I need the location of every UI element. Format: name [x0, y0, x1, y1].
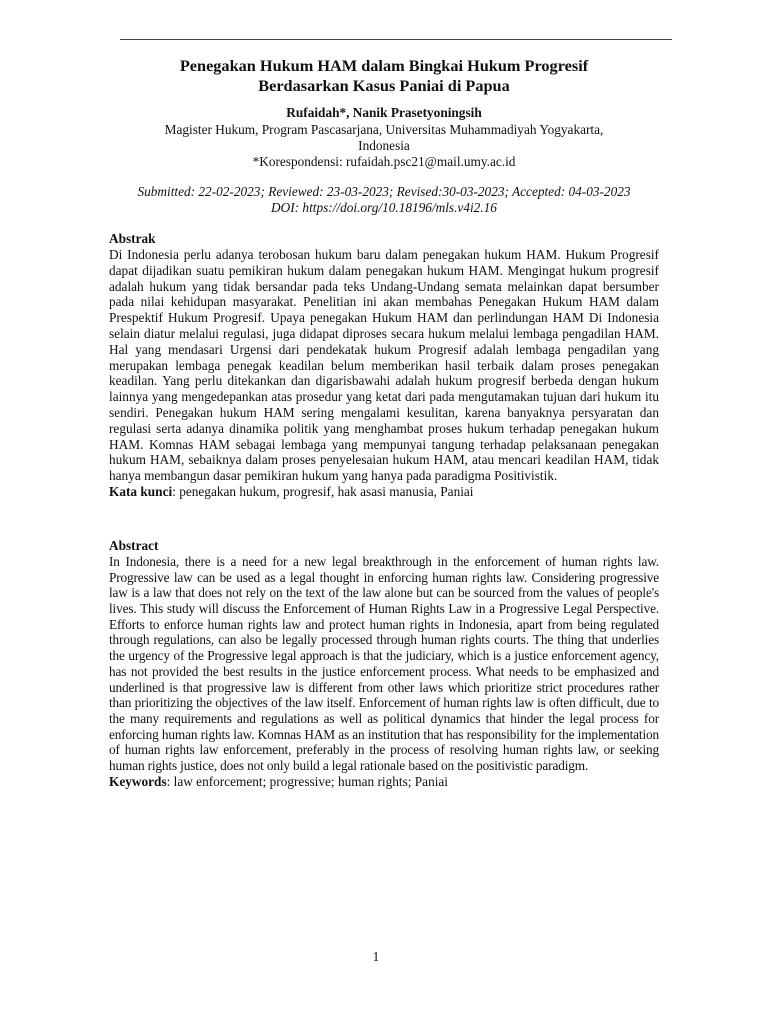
- doi: DOI: https://doi.org/10.18196/mls.v4i2.16: [271, 200, 497, 215]
- keywords-values: : law enforcement; progressive; human rights; Paniai: [166, 773, 449, 789]
- title-line-1: Penegakan Hukum HAM dalam Bingkai Hukum Progresif: [179, 56, 589, 75]
- keywords-label: Keywords: [109, 773, 167, 789]
- abstract-section: [109, 538, 659, 790]
- kata-kunci: [109, 484, 659, 500]
- abstrak-section: [109, 231, 659, 500]
- paper-title: [109, 56, 659, 96]
- page-number: 1: [372, 949, 380, 964]
- authors: Rufaidah*, Nanik Prasetyoningsih: [286, 105, 482, 120]
- title-line-2: Berdasarkan Kasus Paniai di Papua: [258, 76, 510, 95]
- affiliation-line-2: Indonesia: [358, 138, 410, 153]
- keywords: [109, 774, 659, 790]
- submission-info: [109, 184, 659, 216]
- kata-kunci-label: Kata kunci: [109, 483, 173, 499]
- abstract-heading: Abstract: [109, 537, 159, 553]
- abstrak-heading: Abstrak: [109, 231, 156, 246]
- header-rule: [120, 39, 672, 40]
- abstract-body: In Indonesia, there is a need for a new legal breakthrough in the enforcement of human rights law. Progressive law can be used as a legal thought in enforcing human rights law. Considering progressive law is a law that does not rely on the text of the law alone but can be sourced from the values of people's lives. This study will discuss the Enforcement of Human Rights Law in a Progressive Legal Perspective. Efforts to enforce human rights law and protect human rights in Indonesia, apart from being regulated through regulations, can also be legally processed through human rights courts. The thing that underlies the urgency of the Progressive legal approach is that the judiciary, which is a justice enforcement agency, has not provided the best results in the justice enforcement process. What needs to be emphasized and underlined is that progressive law is different from other laws which prioritize strict procedures rather than prioritizing the objectives of the law itself. Enforcement of human rights law is often difficult, due to the many requirements and regulations as well as political dynamics that hinder the legal process for enforcing human rights law. Komnas HAM as an institution that has responsibility for the implementation of human rights law enforcement, preferably in the process of resolving human rights law, or seeking human rights justice, does not only build a legal rationale based on the positivistic paradigm.: [109, 553, 659, 774]
- affiliation: [109, 122, 659, 170]
- kata-kunci-values: : penegakan hukum, progresif, hak asasi manusia, Paniai: [172, 483, 474, 499]
- paper-front-matter: [109, 56, 659, 790]
- affiliation-line-1: Magister Hukum, Program Pascasarjana, Universitas Muhammadiyah Yogyakarta,: [164, 122, 604, 137]
- submission-dates: Submitted: 22-02-2023; Reviewed: 23-03-2023; Revised:30-03-2023; Accepted: 04-03-2023: [137, 184, 631, 199]
- abstrak-body: Di Indonesia perlu adanya terobosan hukum baru dalam penegakan hukum HAM. Hukum Progresif dapat dijadikan suatu pemikiran hukum dalam penegakan hukum HAM. Mengingat hukum progresif adalah hukum yang tidak bersandar pada teks Undang-Undang semata melainkan dapat bersumber pada nilai kehidupan masyarakat. Penelitian ini akan membahas Penegakan Hukum HAM dalam Prespektif Hukum Progresif. Upaya penegakan Hukum HAM dan perlindungan HAM Di Indonesia selain diatur melalui regulasi, juga didapat diproses secara hukum melalui lembaga pengadilan HAM. Hal yang mendasari Urgensi dari pendekatak hukum Progresif adalah lembaga pengadilan yang merupakan lembaga penegak keadilan belum memberikan hasil terbaik dalam proses penegakan keadilan. Yang perlu ditekankan dan digarisbawahi adalah hukum progresif berbeda dengan hukum lainnya yang mengedepankan atas prosedur yang ketat dari pada mengutamakan tujuan dari hukum itu sendiri. Penegakan hukum HAM sering mengalami kesulitan, karena banyaknya persyaratan dan regulasi serta adanya dinamika politik yang menghambat proses hukum terhadap penegakan hukum HAM. Komnas HAM sebagai lembaga yang mempunyai tangung terhadap pelaksanaan penegakan hukum HAM, sebaiknya dalam proses penyelesaian hukum HAM, atau mencari keadilan HAM, tidak hanya membangun dasar pemikiran hukum yang hanya pada paradigma Positivistik.: [109, 247, 659, 484]
- correspondence: *Korespondensi: rufaidah.psc21@mail.umy.ac.id: [252, 154, 516, 169]
